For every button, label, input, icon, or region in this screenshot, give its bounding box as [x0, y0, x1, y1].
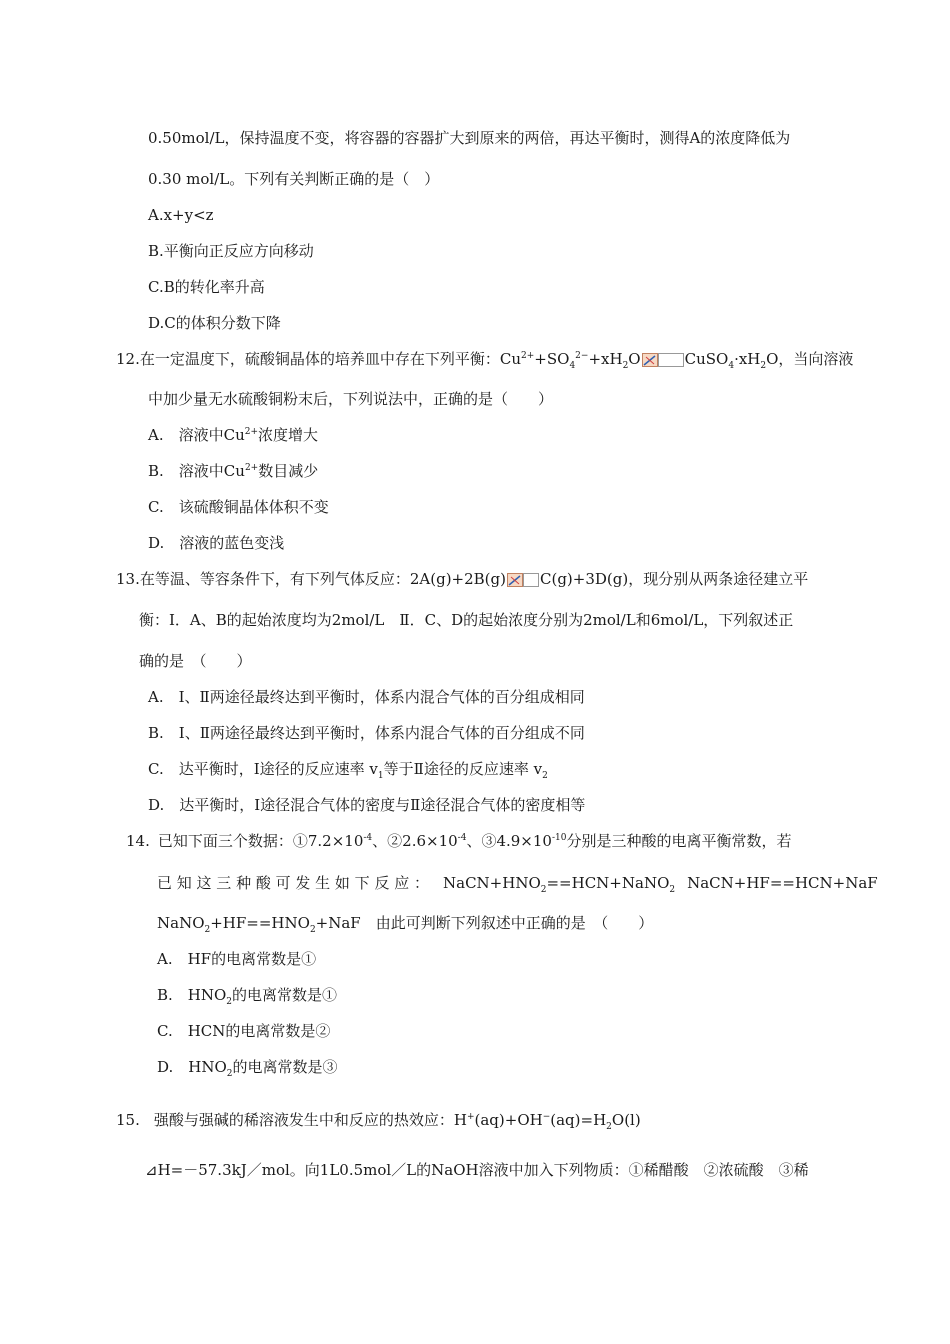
- q11-option-d: D.C的体积分数下降: [148, 314, 281, 332]
- q14-option-a: A. HF的电离常数是①: [157, 950, 317, 968]
- q14-stem-line-3: $NaNO_2+HF==HNO_2+NaF$ 由此可判断下列叙述中正确的是 （ ）: [157, 914, 654, 935]
- q13-option-a: A. Ⅰ、Ⅱ两途径最终达到平衡时，体系内混合气体的百分组成相同: [148, 688, 585, 706]
- equilibrium-arrow-icon: [507, 573, 539, 587]
- q11-continuation-line-1: 0.50mol/L，保持温度不变，将容器的容器扩大到原来的两倍，再达平衡时，测得A的浓度降低为: [148, 129, 791, 147]
- q11-option-c: C.B的转化率升高: [148, 278, 265, 296]
- q13-stem-line-1: 13.在等温、等容条件下，有下列气体反应：2A(g)+2B(g) C(g)+3D(g)，现分别从两条途径建立平: [116, 570, 809, 588]
- equilibrium-arrow-icon: [642, 353, 684, 367]
- question-number: 12.: [116, 350, 140, 368]
- q14-stem-line-1: 14. 已知下面三个数据：$①7.2\times 10^{-4}$、$②2.6\times 10^{-4}$、$③4.9\times 10^{-10}$分别是三种酸的电离平衡常数，若: [126, 832, 792, 850]
- q13-option-c: C. 达平衡时，Ⅰ途径的反应速率 $v_1$等于Ⅱ途径的反应速率 $v_2$: [148, 760, 548, 781]
- q12-stem-line-2: 中加少量无水硫酸铜粉末后，下列说法中，正确的是（ ）: [148, 390, 554, 408]
- q15-stem-line-1: 15. 强酸与强碱的稀溶液发生中和反应的热效应：$H^+(aq)+OH^-(aq)=H_2O(l)$: [116, 1111, 641, 1132]
- q12-stem-line-1: 12.在一定温度下，硫酸铜晶体的培养皿中存在下列平衡：$Cu^{2+}+SO_4^{2-}+xH_2O$ $CuSO_4\cdot xH_2O$，当向溶液: [116, 350, 854, 371]
- q13-stem-line-2: 衡：Ⅰ．A、B的起始浓度均为2mol/L Ⅱ．C、D的起始浓度分别为2mol/L和6mol/L，下列叙述正: [139, 611, 794, 629]
- question-number: 13.: [116, 570, 140, 588]
- q12-option-c: C. 该硫酸铜晶体体积不变: [148, 498, 329, 516]
- q15-stem-line-2: ⊿H=－57.3kJ／mol。向1L0.5mol／L的NaOH溶液中加入下列物质：①稀醋酸 ②浓硫酸 ③稀: [145, 1161, 809, 1179]
- q11-option-b: B.平衡向正反应方向移动: [148, 242, 314, 260]
- q13-stem-line-3: 确的是 （ ）: [139, 652, 252, 670]
- q13-option-d: D. 达平衡时，Ⅰ途径混合气体的密度与Ⅱ途径混合气体的密度相等: [148, 796, 586, 814]
- question-number: 15.: [116, 1111, 140, 1129]
- q12-option-d: D. 溶液的蓝色变浅: [148, 534, 285, 552]
- q13-option-b: B. Ⅰ、Ⅱ两途径最终达到平衡时，体系内混合气体的百分组成不同: [148, 724, 585, 742]
- q14-option-b: B. $HNO_2$的电离常数是①: [157, 986, 338, 1007]
- q14-option-d: D. $HNO_2$的电离常数是③: [157, 1058, 338, 1079]
- q14-stem-line-2: 已 知 这 三 种 酸 可 发 生 如 下 反 应 ： $NaCN+HNO_2==HCN+NaNO_2$ NaCN+HF==HCN+NaF: [157, 874, 878, 895]
- q11-option-a: A.x+y<z: [148, 206, 214, 224]
- q12-option-a: A. 溶液中$Cu^{2+}$浓度增大: [148, 426, 319, 444]
- q11-continuation-line-2: 0.30 mol/L。下列有关判断正确的是（ ）: [148, 170, 440, 188]
- q12-option-b: B. 溶液中$Cu^{2+}$数目减少: [148, 462, 319, 480]
- q14-option-c: C. HCN的电离常数是②: [157, 1022, 331, 1040]
- question-number: 14.: [126, 832, 150, 850]
